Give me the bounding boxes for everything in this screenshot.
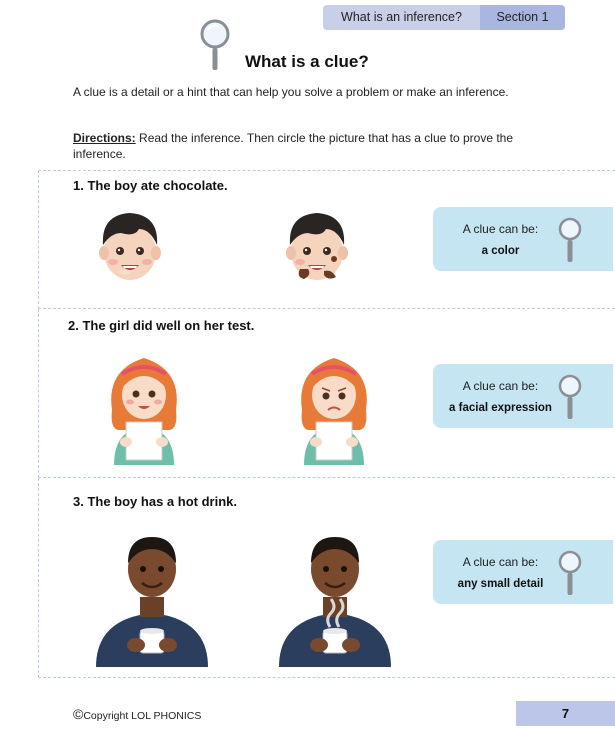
section-tab [323, 5, 565, 30]
copyright [73, 706, 201, 722]
copyright-text: Copyright LOL PHONICS [83, 710, 202, 722]
question-3-text: 3. The boy has a hot drink. [73, 494, 237, 509]
boy-hot-drink-image[interactable] [275, 527, 395, 667]
directions [73, 130, 543, 162]
clue-box-2 [433, 364, 613, 428]
clue-box-1 [433, 207, 613, 271]
magnifier-icon [557, 215, 583, 269]
page-title: What is a clue? [245, 52, 369, 71]
boy-chocolate-face-image[interactable] [282, 207, 352, 287]
girl-sad-image[interactable] [294, 350, 374, 465]
boy-clean-face-image[interactable] [95, 207, 165, 287]
clue-3-value: any small detail [457, 578, 544, 590]
copyright-symbol: © [73, 706, 84, 722]
clue-box-3 [433, 540, 613, 604]
intro-text: A clue is a detail or a hint that can help you solve a problem or make an inference. [73, 85, 509, 99]
magnifier-icon [557, 548, 583, 602]
directions-text: Read the inference. Then circle the picture that has a clue to prove the inference. [73, 131, 514, 161]
question-2-text: 2. The girl did well on her test. [68, 318, 255, 333]
girl-smiling-image[interactable] [104, 350, 184, 465]
tab-section-label: Section 1 [480, 5, 565, 30]
boy-cold-drink-image[interactable] [92, 527, 212, 667]
question-1-text: 1. The boy ate chocolate. [73, 178, 228, 193]
clue-2-value: a facial expression [449, 402, 552, 414]
magnifier-icon [197, 18, 233, 72]
tab-inference-label: What is an inference? [341, 10, 462, 24]
clue-1-label: A clue can be: [462, 222, 539, 236]
page-number: 7 [561, 706, 570, 721]
magnifier-icon [557, 372, 583, 426]
clue-1-value: a color [481, 245, 520, 257]
directions-label: Directions: [73, 131, 136, 145]
clue-3-label: A clue can be: [462, 555, 539, 569]
page-number-box [516, 701, 615, 726]
clue-2-label: A clue can be: [462, 379, 539, 393]
